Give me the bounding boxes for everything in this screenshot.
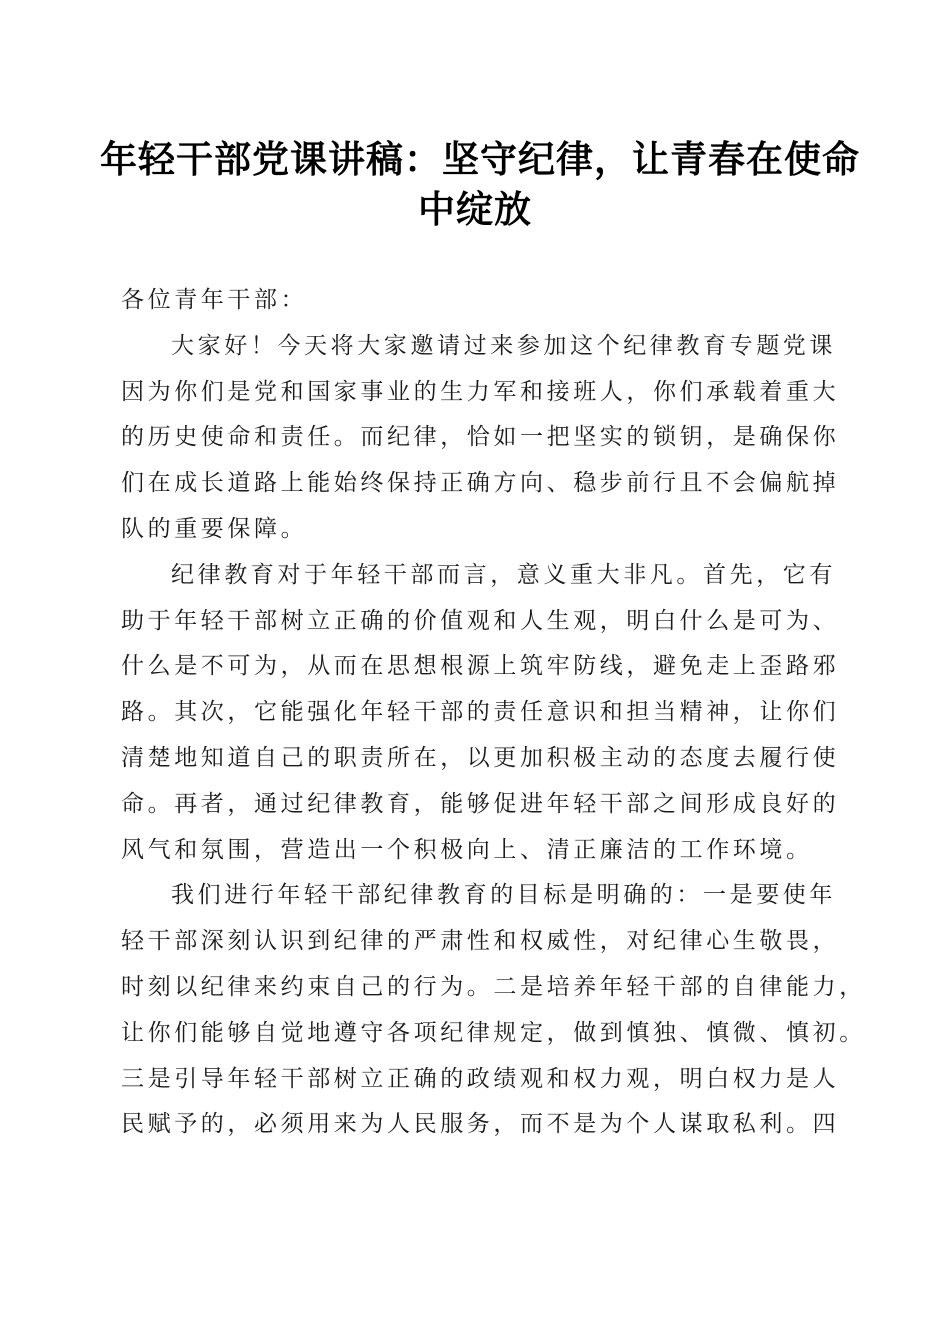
text-line: 时刻以纪律来约束自己的行为。二是培养年轻干部的自律能力， (121, 973, 866, 1000)
text-line: 路。其次，它能强化年轻干部的责任意识和担当精神，让你们 (121, 699, 840, 726)
text-line: 风气和氛围，营造出一个积极向上、清正廉洁的工作环境。 (121, 836, 813, 863)
text-line: 三是引导年轻干部树立正确的政绩观和权力观，明白权力是人 (121, 1065, 840, 1092)
text-line: 纪律教育对于年轻干部而言，意义重大非凡。首先，它有 (171, 561, 836, 588)
document-body (121, 278, 866, 1148)
text-line: 大家好！今天将大家邀请过来参加这个纪律教育专题党课 (171, 332, 836, 359)
text-line: 因为你们是党和国家事业的生力军和接班人，你们承载着重大 (121, 378, 840, 405)
text-line: 我们进行年轻干部纪律教育的目标是明确的：一是要使年 (171, 882, 836, 909)
text-line: 命。再者，通过纪律教育，能够促进年轻干部之间形成良好的 (121, 790, 840, 817)
salutation: 各位青年干部： (121, 287, 308, 313)
text-line: 们在成长道路上能始终保持正确方向、稳步前行且不会偏航掉 (121, 470, 840, 497)
text-line: 让你们能够自觉地遵守各项纪律规定，做到慎独、慎微、慎初。 (121, 1019, 866, 1046)
paragraph-1 (121, 324, 841, 553)
text-line: 民赋予的，必须用来为人民服务，而不是为个人谋取私利。四 (121, 1111, 840, 1138)
text-line: 的历史使命和责任。而纪律，恰如一把坚实的锁钥，是确保你 (121, 424, 840, 451)
text-line: 队的重要保障。 (121, 515, 308, 542)
text-line: 轻干部深刻认识到纪律的严肃性和权威性，对纪律心生敬畏， (121, 928, 840, 955)
document-title (100, 134, 860, 234)
title-line: 年轻干部党课讲稿：坚守纪律，让青春在使命 (100, 137, 860, 181)
paragraph-2 (121, 553, 841, 874)
text-line: 什么是不可为，从而在思想根源上筑牢防线，避免走上歪路邪 (121, 653, 840, 680)
title-line: 中绽放 (418, 187, 532, 231)
text-line: 清楚地知道自己的职责所在，以更加积极主动的态度去履行使 (121, 744, 840, 771)
text-line: 助于年轻干部树立正确的价值观和人生观，明白什么是可为、 (121, 607, 840, 634)
paragraph-3 (121, 873, 866, 1148)
